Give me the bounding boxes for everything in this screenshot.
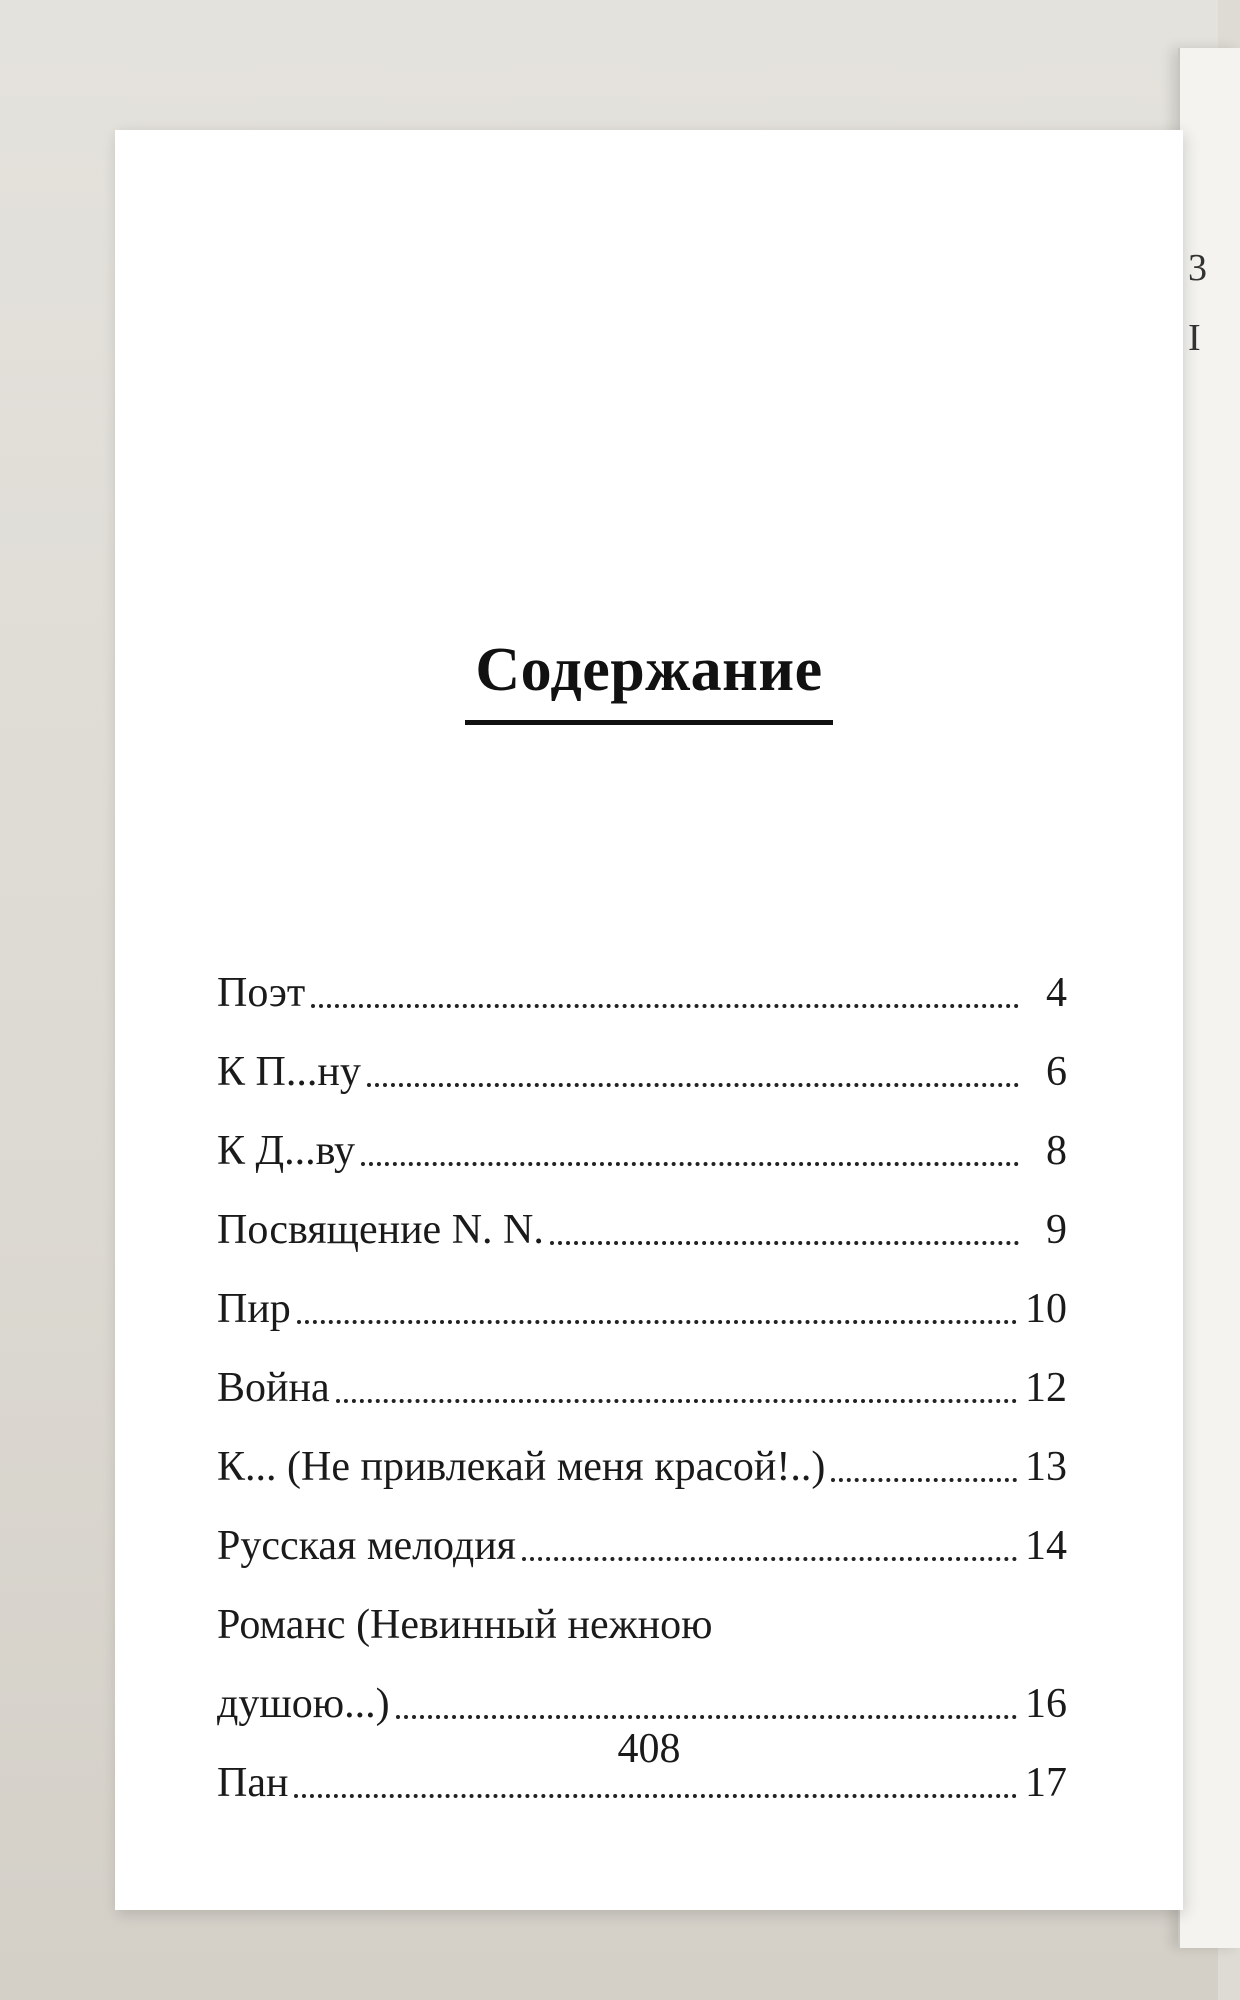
toc-entry-title: К П...ну bbox=[217, 1049, 361, 1095]
toc-entry-title: К Д...ву bbox=[217, 1128, 356, 1174]
toc-entry-page: 16 bbox=[1025, 1681, 1067, 1727]
dot-leader bbox=[294, 1794, 1017, 1798]
toc-entry-title: Посвящение N. N. bbox=[217, 1207, 544, 1253]
dot-leader bbox=[367, 1083, 1019, 1087]
dot-leader bbox=[311, 1004, 1019, 1008]
page-number: 408 bbox=[617, 1726, 681, 1772]
dot-leader bbox=[297, 1320, 1017, 1324]
toc-entry-title: Поэт bbox=[217, 970, 306, 1016]
toc-entry bbox=[217, 1335, 1067, 1414]
page-title: Содержание bbox=[475, 636, 823, 704]
toc-entry-first-line bbox=[217, 1572, 1067, 1651]
adjacent-page-glyph: I bbox=[1188, 317, 1201, 359]
dot-leader bbox=[361, 1162, 1019, 1166]
dot-leader bbox=[336, 1399, 1017, 1403]
toc-entry-title: Пир bbox=[217, 1286, 291, 1332]
toc-entry bbox=[217, 1256, 1067, 1335]
dot-leader bbox=[396, 1715, 1017, 1719]
toc-entry bbox=[217, 940, 1067, 1019]
dot-leader bbox=[550, 1241, 1019, 1245]
toc-entry-title: душою...) bbox=[217, 1681, 390, 1727]
toc-entry-page: 4 bbox=[1046, 970, 1067, 1016]
toc-entry bbox=[217, 1651, 1067, 1730]
toc-entry bbox=[217, 1177, 1067, 1256]
toc-entry-title: К... (Не привлекай меня красой!..) bbox=[217, 1444, 826, 1490]
toc-entry-page: 13 bbox=[1025, 1444, 1067, 1490]
adjacent-page-glyph: 3 bbox=[1188, 247, 1207, 289]
title-underline bbox=[465, 720, 833, 725]
toc-entry-title-line1: Романс (Невинный нежною bbox=[217, 1602, 713, 1648]
toc-entry-page: 17 bbox=[1025, 1760, 1067, 1806]
toc-entry bbox=[217, 1493, 1067, 1572]
toc-entry-page: 14 bbox=[1025, 1523, 1067, 1569]
dot-leader bbox=[522, 1557, 1017, 1561]
toc-entry-page: 8 bbox=[1046, 1128, 1067, 1174]
book-page bbox=[115, 130, 1183, 1910]
toc-entry bbox=[217, 1098, 1067, 1177]
toc-entry-title: Пан bbox=[217, 1760, 289, 1806]
adjacent-page-edge bbox=[1178, 48, 1240, 1948]
toc-entry bbox=[217, 1414, 1067, 1493]
toc-entry-page: 9 bbox=[1046, 1207, 1067, 1253]
toc-entry-page: 10 bbox=[1025, 1286, 1067, 1332]
toc-entry-page: 6 bbox=[1046, 1049, 1067, 1095]
toc-entry bbox=[217, 1019, 1067, 1098]
toc-entry-title: Русская мелодия bbox=[217, 1523, 517, 1569]
dot-leader bbox=[831, 1478, 1017, 1482]
toc-entry-page: 12 bbox=[1025, 1365, 1067, 1411]
table-of-contents bbox=[217, 940, 1067, 1809]
toc-entry-title: Война bbox=[217, 1365, 330, 1411]
